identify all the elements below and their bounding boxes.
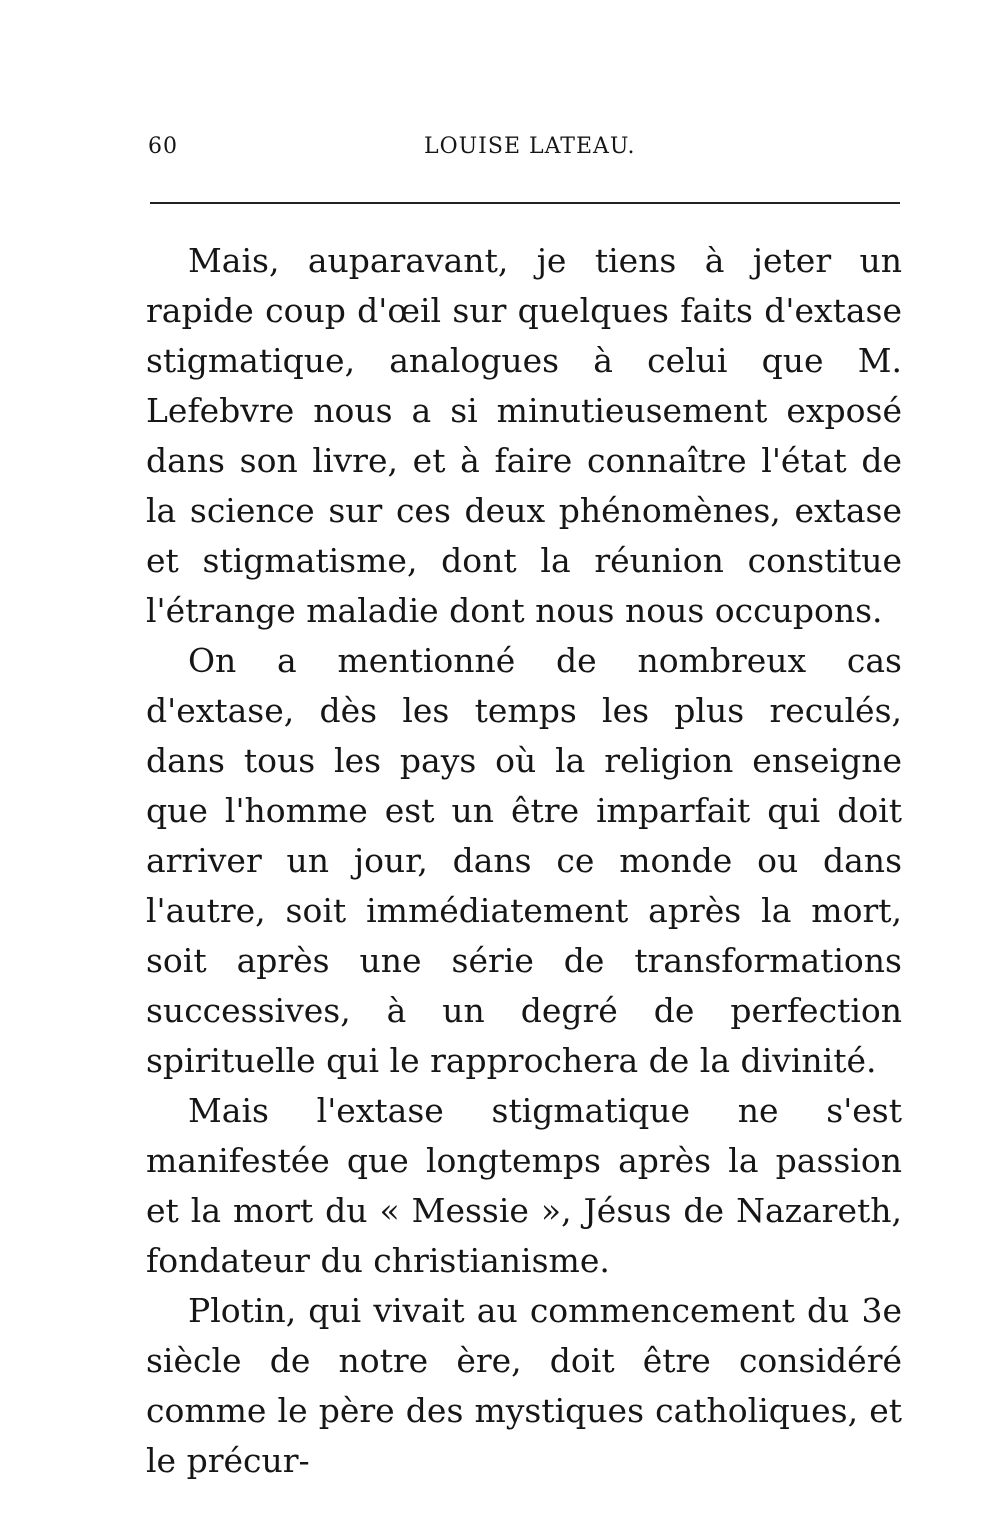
body-text	[146, 236, 902, 1486]
paragraph: On a mentionné de nombreux cas d'extase, dès les temps les plus reculés, dans tous les pays où la religion enseigne que l'homme est un être imparfait qui doit arriver un jour, dans ce monde ou dans l'autre, soit immédiatement après la mort, soit après une série de transformations successives, à un degré de perfection spirituelle qui le rapprochera de la divinité.	[146, 641, 902, 1080]
running-title: LOUISE LATEAU.	[424, 134, 636, 159]
paragraph: Plotin, qui vivait au commencement du 3e siècle de notre ère, doit être considéré comme le père des mystiques catholiques, et le précur-	[146, 1291, 902, 1480]
paragraph: Mais, auparavant, je tiens à jeter un rapide coup d'œil sur quelques faits d'extase stigmatique, analogues à celui que M. Lefebvre nous a si minutieusement exposé dans son livre, et à faire connaître l'état de la science sur ces deux phénomènes, extase et stigmatisme, dont la réunion constitue l'étrange maladie dont nous nous occupons.	[146, 241, 902, 630]
running-head	[148, 134, 900, 164]
page-number: 60	[148, 134, 178, 159]
header-rule	[150, 202, 900, 204]
paragraph: Mais l'extase stigmatique ne s'est manifestée que longtemps après la passion et la mort du « Messie », Jésus de Nazareth, fondateur du christianisme.	[146, 1091, 902, 1280]
